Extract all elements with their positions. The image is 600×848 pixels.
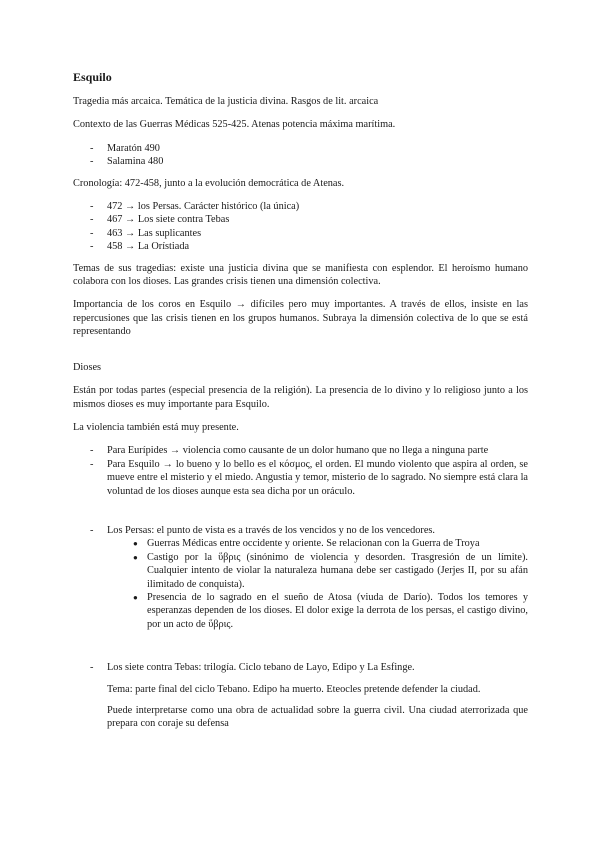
list-item: - 458 → La Orístiada bbox=[73, 240, 528, 253]
list-item: - 472 → los Persas. Carácter histórico (la única) bbox=[73, 200, 528, 213]
list-item: - 463 → Las suplicantes bbox=[73, 227, 528, 240]
document-page bbox=[73, 70, 528, 731]
persas-list bbox=[73, 524, 528, 631]
spacer bbox=[73, 639, 528, 661]
siete-tema: Tema: parte final del ciclo Tebano. Edipo ha muerto. Eteocles pretende defender la ciudad. bbox=[107, 683, 481, 695]
list-item: - Los siete contra Tebas: trilogía. Ciclo tebano de Layo, Edipo y La Esfinge. bbox=[73, 661, 528, 674]
chronology-list bbox=[73, 200, 528, 254]
list-item: - Maratón 490 bbox=[73, 142, 528, 155]
list-item bbox=[73, 524, 528, 631]
persas-bullets bbox=[107, 537, 528, 631]
intro-paragraph: Tragedia más arcaica. Temática de la justicia divina. Rasgos de lit. arcaica bbox=[73, 96, 379, 107]
siete-note: Puede interpretarse como una obra de actualidad sobre la guerra civil. Una ciudad aterrorizada que prepara con coraje su defensa bbox=[107, 705, 528, 730]
spacer bbox=[73, 506, 528, 524]
persas-text: Los Persas: el punto de vista es a través de los vencidos y no de los vencedores. bbox=[107, 524, 435, 536]
context-paragraph: Contexto de las Guerras Médicas 525-425. Atenas potencia máxima marítima. bbox=[73, 119, 396, 131]
gods-list bbox=[73, 444, 528, 498]
bullet-item: ● Guerras Médicas entre occidente y oriente. Se relacionan con la Guerra de Troya bbox=[107, 537, 528, 550]
list-item: - Para Eurípides → violencia como causante de un dolor humano que no llega a ninguna parte bbox=[73, 444, 528, 457]
violence-paragraph: La violencia también está muy presente. bbox=[73, 421, 239, 433]
bullet-item: ● Castigo por la ὕβρις (sinónimo de violencia y desorden. Trasgresión de un límite). Cualquier intento de violar la naturaleza humana debe ser castigado (Jerjes II, por su afán ilimitado de conquista). bbox=[107, 551, 528, 591]
choruses-paragraph: Importancia de los coros en Esquilo → difíciles pero muy importantes. A través de ellos, insiste en las repercusiones que las crisis tienen en los grupos humanos. Subraya la dimensión colectiva de lo que se está representando bbox=[73, 299, 528, 338]
gods-paragraph: Están por todas partes (especial presencia de la religión). La presencia de lo divino y lo religioso junto a los mismos dioses es muy importante para Esquilo. bbox=[73, 385, 528, 410]
list-item: - 467 → Los siete contra Tebas bbox=[73, 213, 528, 226]
list-item: - Para Esquilo → lo bueno y lo bello es el κόσμος, el orden. El mundo violento que aspira al orden, se mueve entre el misterio y el miedo. Angustia y temor, misterio de lo sagrado. No siempre está clara la voluntad de los dioses aunque esta sea dicha por un oráculo. bbox=[73, 458, 528, 498]
siete-list bbox=[73, 661, 528, 674]
section-heading-dioses: Dioses bbox=[73, 361, 102, 373]
bullet-item: ● Presencia de lo sagrado en el sueño de Atosa (viuda de Darío). Todos los temores y esperanzas dependen de los dioses. El dolor exige la derrota de los persas, el castigo divino, por un acto de ὕβρις. bbox=[107, 591, 528, 631]
list-item: - Salamina 480 bbox=[73, 155, 528, 168]
page-title: Esquilo bbox=[73, 70, 112, 84]
context-list bbox=[73, 142, 528, 169]
chronology-paragraph: Cronología: 472-458, junto a la evolución democrática de Atenas. bbox=[73, 177, 345, 189]
themes-paragraph: Temas de sus tragedias: existe una justicia divina que se manifiesta con esplendor. El heroísmo humano colabora con los dioses. Las grandes crisis tienen una dimensión colectiva. bbox=[73, 262, 528, 288]
